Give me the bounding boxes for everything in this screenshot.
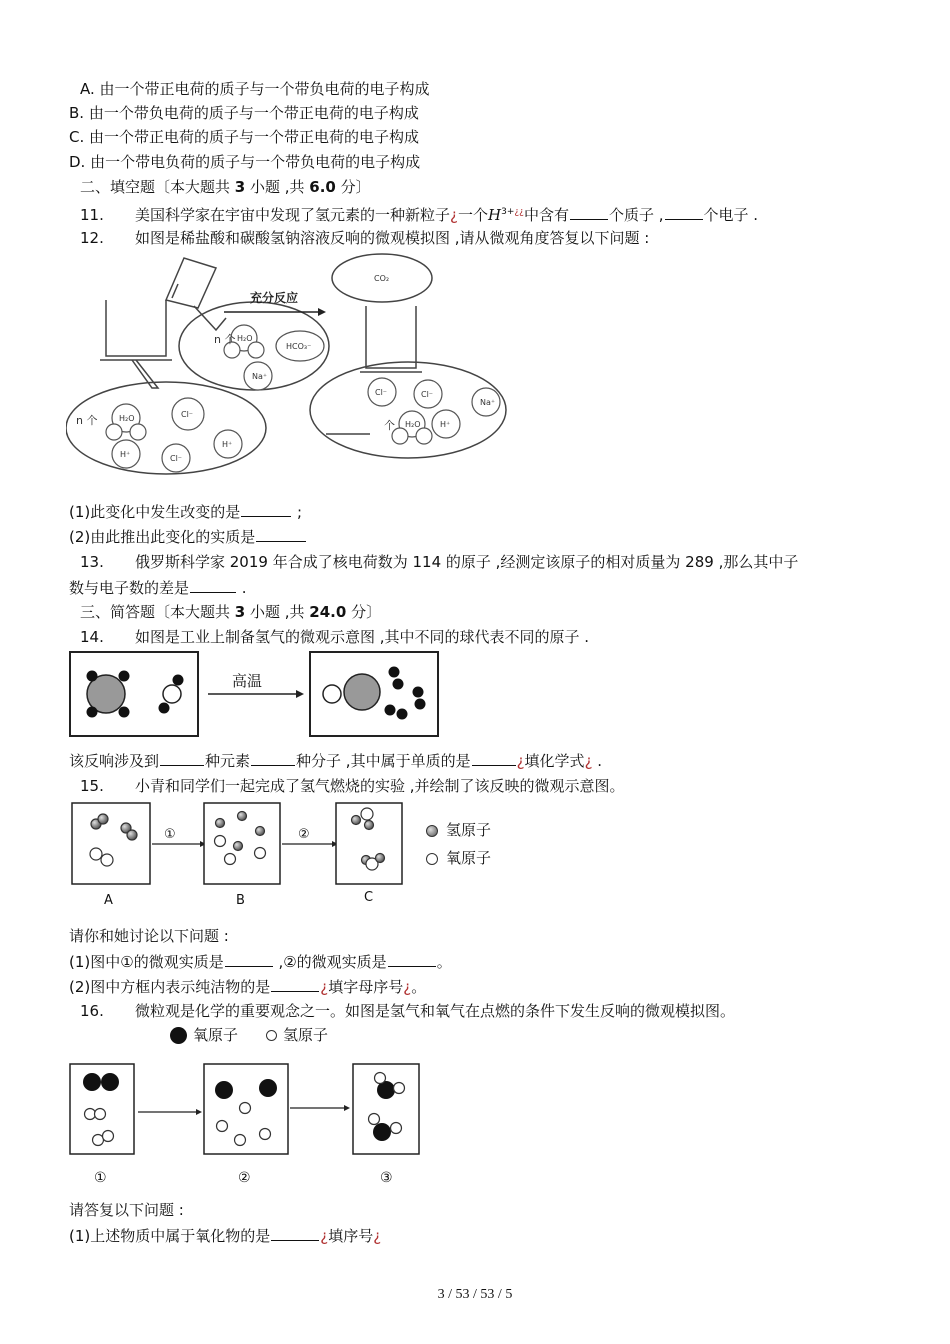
svg-text:n 个: n 个	[76, 414, 98, 427]
svg-text:Cl⁻: Cl⁻	[181, 410, 194, 419]
oxygen-atom-icon	[170, 1027, 187, 1044]
q15-sub1: (1)图中①的微观实质是 ,②的微观实质是 。	[69, 953, 452, 971]
svg-text:H₂O: H₂O	[119, 414, 135, 423]
svg-text:H₂O: H₂O	[237, 334, 253, 343]
q15-legend-h: 氢原子	[426, 820, 491, 840]
svg-text:H⁺: H⁺	[120, 450, 131, 459]
blank-q13[interactable]	[190, 577, 236, 593]
question-16: 16. 微粒观是化学的重要观念之一。如图是氢气和氧气在点燃的条件下发生反响的微观模拟图。	[80, 1002, 736, 1020]
section3-heading: 三、简答题〔本大题共 3 小题 ,共 24.0 分〕	[80, 603, 382, 621]
q16-legend: 氧原子 氢原子	[170, 1025, 328, 1045]
hydrogen-atom-icon	[426, 825, 438, 837]
svg-text:②: ②	[238, 1170, 251, 1186]
q12-sub2: (2)由此推出此变化的实质是	[69, 526, 307, 547]
q15-legend-o: 氧原子	[426, 848, 491, 868]
blank-q14-1[interactable]	[160, 750, 204, 766]
question-13: 13. 俄罗斯科学家 2019 年合成了核电荷数为 114 的原子 ,经测定该原子的相对质量为 289 ,那么其中子	[80, 553, 799, 571]
figure-q14	[68, 650, 440, 740]
q12-sub1: (1)此变化中发生改变的是 ;	[69, 503, 303, 521]
svg-text:H⁺: H⁺	[440, 420, 451, 429]
q14-answer: 该反响涉及到 种元素 种分子 ,其中属于单质的是 ¿填化学式¿ .	[69, 752, 603, 770]
svg-text:B: B	[236, 893, 245, 908]
blank-q11-protons[interactable]	[570, 204, 608, 220]
svg-text:Cl⁻: Cl⁻	[170, 454, 183, 463]
svg-text:A: A	[104, 893, 113, 908]
svg-text:C: C	[364, 890, 374, 905]
option-d: D. 由一个带电负荷的质子与一个带负电荷的电子构成	[69, 153, 421, 171]
option-a: A. 由一个带正电荷的质子与一个带负电荷的电子构成	[80, 80, 430, 98]
q12-arrow-label: 充分反应	[250, 291, 299, 305]
hydrogen-atom-icon	[266, 1030, 277, 1041]
svg-text:个: 个	[384, 419, 395, 432]
svg-text:③: ③	[380, 1170, 393, 1186]
q16-sub1: (1)上述物质中属于氧化物的是 ¿填序号¿	[69, 1227, 382, 1245]
svg-text:HCO₃⁻: HCO₃⁻	[286, 342, 312, 351]
question-13-cont: 数与电子数的差是 .	[69, 579, 247, 597]
svg-text:Na⁺: Na⁺	[252, 372, 268, 381]
q15-prompt: 请你和她讨论以下问题 :	[69, 927, 229, 945]
figure-q15	[70, 800, 410, 910]
svg-text:n 个: n 个	[214, 333, 236, 346]
blank-q14-2[interactable]	[251, 750, 295, 766]
svg-text:CO₂: CO₂	[374, 274, 390, 283]
blank-q11-electrons[interactable]	[665, 204, 703, 220]
blank-q12-2[interactable]	[256, 526, 306, 542]
q14-arrow-label: 高温	[232, 672, 263, 690]
blank-q16-1[interactable]	[271, 1225, 319, 1241]
svg-text:①: ①	[164, 827, 176, 842]
figure-q16	[68, 1062, 428, 1192]
question-11: 11. 美国科学家在宇宙中发现了氢元素的一种新粒子¿一个$H^{3+¿¿}$中含有 个质子 , 个电子 .	[80, 206, 759, 224]
option-b: B. 由一个带负电荷的质子与一个带正电荷的电子构成	[69, 104, 419, 122]
svg-text:Cl⁻: Cl⁻	[421, 390, 434, 399]
blank-q12-1[interactable]	[241, 501, 291, 517]
oxygen-atom-icon	[426, 853, 438, 865]
svg-text:Cl⁻: Cl⁻	[375, 388, 388, 397]
section2-heading: 二、填空题〔本大题共 3 小题 ,共 6.0 分〕	[80, 178, 371, 196]
q16-prompt: 请答复以下问题 :	[69, 1201, 184, 1219]
blank-q14-3[interactable]	[472, 750, 516, 766]
question-15: 15. 小青和同学们一起完成了氢气燃烧的实验 ,并绘制了该反映的微观示意图。	[80, 777, 625, 795]
blank-q15-3[interactable]	[271, 976, 319, 992]
question-12: 12. 如图是稀盐酸和碳酸氢钠溶液反响的微观模拟图 ,请从微观角度答复以下问题 :	[80, 229, 650, 247]
svg-text:Na⁺: Na⁺	[480, 398, 496, 407]
svg-text:②: ②	[298, 827, 310, 842]
q15-sub2: (2)图中方框内表示纯洁物的是 ¿填字母序号¿。	[69, 978, 427, 996]
question-14: 14. 如图是工业上制备氢气的微观示意图 ,其中不同的球代表不同的原子 .	[80, 628, 590, 646]
figure-q12-reaction	[66, 248, 526, 480]
svg-text:H₂O: H₂O	[405, 420, 421, 429]
svg-text:H⁺: H⁺	[222, 440, 233, 449]
blank-q15-2[interactable]	[388, 951, 436, 967]
svg-text:①: ①	[94, 1170, 107, 1186]
blank-q15-1[interactable]	[225, 951, 273, 967]
option-c: C. 由一个带正电荷的质子与一个带正电荷的电子构成	[69, 128, 420, 146]
page-number: 3 / 53 / 53 / 5	[437, 1287, 513, 1302]
